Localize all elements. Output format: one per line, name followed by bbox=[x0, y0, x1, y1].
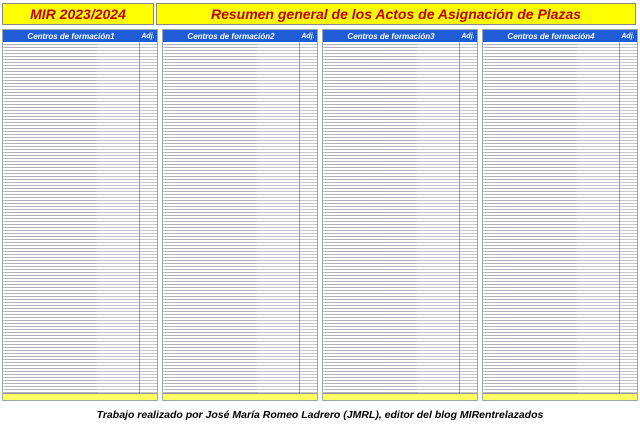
column-header bbox=[163, 30, 317, 42]
column-title: Centros de formación2 bbox=[187, 31, 275, 41]
column-title: Centros de formación3 bbox=[347, 31, 435, 41]
table-rows bbox=[483, 42, 637, 394]
column-title: Centros de formación1 bbox=[27, 31, 115, 41]
title-bar bbox=[2, 3, 636, 25]
column-footer-row bbox=[163, 393, 317, 400]
column-footer-row bbox=[483, 393, 637, 400]
column-footer-row bbox=[3, 393, 157, 400]
table-rows bbox=[3, 42, 157, 394]
column-header bbox=[3, 30, 157, 42]
column-2 bbox=[162, 29, 318, 401]
column-header bbox=[483, 30, 637, 42]
column-3 bbox=[322, 29, 478, 401]
page-title: Resumen general de los Actos de Asignación de Plazas bbox=[156, 3, 636, 25]
column-header bbox=[323, 30, 477, 42]
column-4 bbox=[482, 29, 638, 401]
column-footer-row bbox=[323, 393, 477, 400]
table-rows bbox=[163, 42, 317, 394]
column-adj-label: Adj. bbox=[621, 32, 635, 40]
column-adj-label: Adj. bbox=[301, 32, 315, 40]
column-title: Centros de formación4 bbox=[507, 31, 595, 41]
column-adj-label: Adj. bbox=[141, 32, 155, 40]
credit-footer: Trabajo realizado por José María Romeo Ladrero (JMRL), editor del blog MIRentrelazados bbox=[96, 409, 544, 421]
page-title-year: MIR 2023/2024 bbox=[2, 3, 154, 25]
column-1 bbox=[2, 29, 158, 401]
table-rows bbox=[323, 42, 477, 394]
column-adj-label: Adj. bbox=[461, 32, 475, 40]
